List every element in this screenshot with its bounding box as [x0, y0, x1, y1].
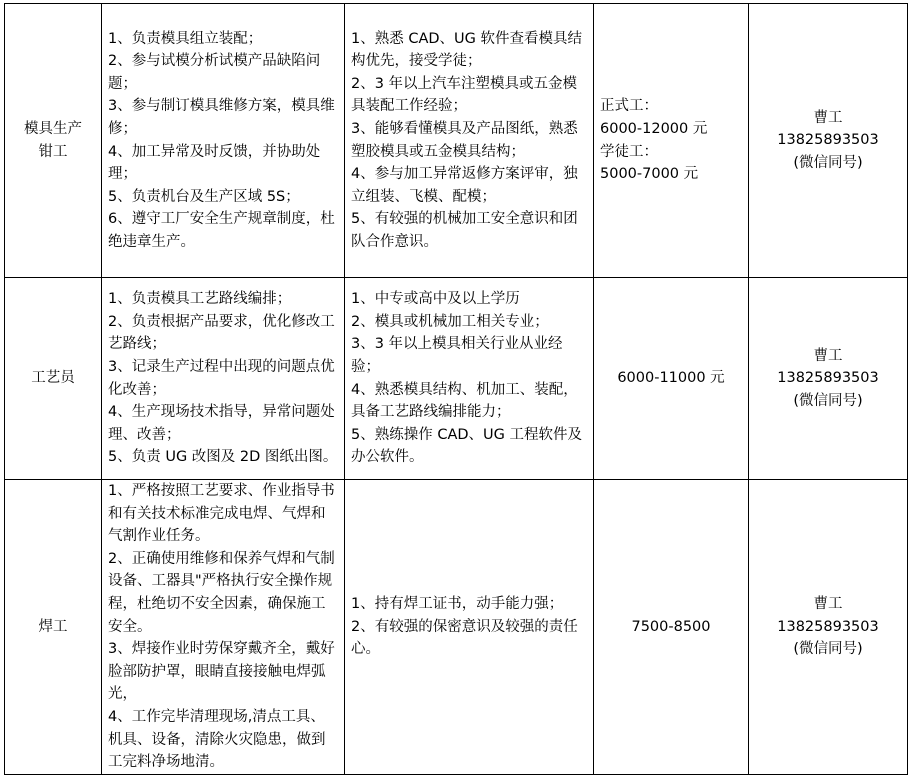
contact-name: 曹工: [813, 109, 843, 126]
contact-name: 曹工: [813, 595, 843, 612]
duty-item: 4、生产现场技术指导，异常问题处理、改善；: [108, 404, 335, 443]
requirement-item: 3、3 年以上模具相关行业从业经验；: [351, 336, 563, 375]
contact-note: (微信同号): [793, 641, 863, 658]
requirement-item: 4、熟悉模具结构、机加工、装配，具备工艺路线编排能力；: [351, 381, 578, 421]
salary-text: 6000-11000 元: [617, 370, 725, 387]
contact-name: 曹工: [813, 347, 843, 364]
contact-phone: 13825893503: [777, 370, 879, 387]
requirement-item: 2、模具或机械加工相关专业；: [351, 313, 549, 330]
duty-item: 3、参与制订模具维修方案，模具维修；: [108, 98, 335, 137]
requirements-cell: [345, 4, 594, 278]
salary-text: 7500-8500: [631, 618, 711, 635]
salary-text: 5000-7000 元: [600, 166, 699, 183]
requirement-item: 1、熟悉 CAD、UG 软件查看模具结构优先，接受学徒；: [351, 30, 583, 70]
duties-cell: [102, 480, 345, 775]
contact-note: (微信同号): [793, 392, 863, 409]
job-title: 模具生产: [24, 120, 82, 137]
contact-cell: [749, 4, 908, 278]
requirement-item: 3、能够看懂模具及产品图纸，熟悉塑胶模具或五金模具结构；: [351, 120, 578, 160]
job-title-cell: [5, 278, 102, 480]
table-row: [5, 278, 908, 480]
requirement-item: 5、熟练操作 CAD、UG 工程软件及办公软件。: [351, 426, 583, 466]
job-title-cell: [5, 480, 102, 775]
salary-text: 正式工：: [600, 98, 658, 115]
duty-item: 2、负责根据产品要求，优化修改工艺路线；: [108, 313, 335, 353]
salary-text: 6000-12000 元: [600, 120, 708, 137]
duty-item: 5、负责 UG 改图及 2D 图纸出图。: [108, 449, 338, 466]
duty-item: 2、参与试模分析试模产品缺陷问题；: [108, 53, 321, 92]
contact-phone: 13825893503: [777, 618, 879, 635]
job-table: [4, 3, 908, 775]
duty-item: 1、负责模具组立装配；: [108, 30, 263, 47]
job-title: 焊工: [38, 618, 68, 635]
contact-note: (微信同号): [793, 154, 863, 171]
requirements-cell: [345, 480, 594, 775]
duties-cell: [102, 278, 345, 480]
duty-item: 1、负责模具工艺路线编排；: [108, 291, 292, 308]
duties-cell: [102, 4, 345, 278]
contact-phone: 13825893503: [777, 132, 879, 149]
duty-item: 2、正确使用维修和保养气焊和气制设备、工器具"严格执行安全操作规程，杜绝切不安全因素，确保施工安全。: [108, 550, 335, 635]
contact-cell: [749, 480, 908, 775]
requirements-cell: [345, 278, 594, 480]
salary-cell: [594, 480, 749, 775]
salary-text: 学徒工：: [600, 143, 658, 160]
duty-item: 4、工作完毕清理现场,清点工具、机具、设备，清除火灾隐患，做到工完料净场地清。: [108, 708, 326, 771]
duty-item: 5、负责机台及生产区域 5S；: [108, 188, 300, 205]
contact-cell: [749, 278, 908, 480]
job-title-cell: [5, 4, 102, 278]
requirement-item: 1、持有焊工证书，动手能力强；: [351, 595, 564, 612]
duty-item: 1、严格按照工艺要求、作业指导书和有关技术标准完成电焊、气焊和气割作业任务。: [108, 483, 335, 545]
requirement-item: 2、有较强的保密意识及较强的责任心。: [351, 618, 578, 658]
duty-item: 6、遵守工厂安全生产规章制度，杜绝违章生产。: [108, 211, 335, 250]
salary-cell: [594, 4, 749, 278]
job-title: 钳工: [38, 143, 68, 160]
table-row: [5, 480, 908, 775]
duty-item: 3、焊接作业时劳保穿戴齐全，戴好脸部防护罩，眼睛直接接触电焊弧光，: [108, 641, 335, 703]
job-title: 工艺员: [31, 370, 75, 387]
requirement-item: 5、有较强的机械加工安全意识和团队合作意识。: [351, 211, 578, 250]
table-row: [5, 4, 908, 278]
requirement-item: 4、参与加工异常返修方案评审，独立组装、飞模、配模；: [351, 166, 578, 205]
requirement-item: 2、3 年以上汽车注塑模具或五金模具装配工作经验；: [351, 75, 578, 115]
salary-cell: [594, 278, 749, 480]
requirement-item: 1、中专或高中及以上学历: [351, 291, 520, 308]
duty-item: 4、加工异常及时反馈，并协助处理；: [108, 143, 321, 183]
duty-item: 3、记录生产过程中出现的问题点优化改善；: [108, 358, 335, 398]
